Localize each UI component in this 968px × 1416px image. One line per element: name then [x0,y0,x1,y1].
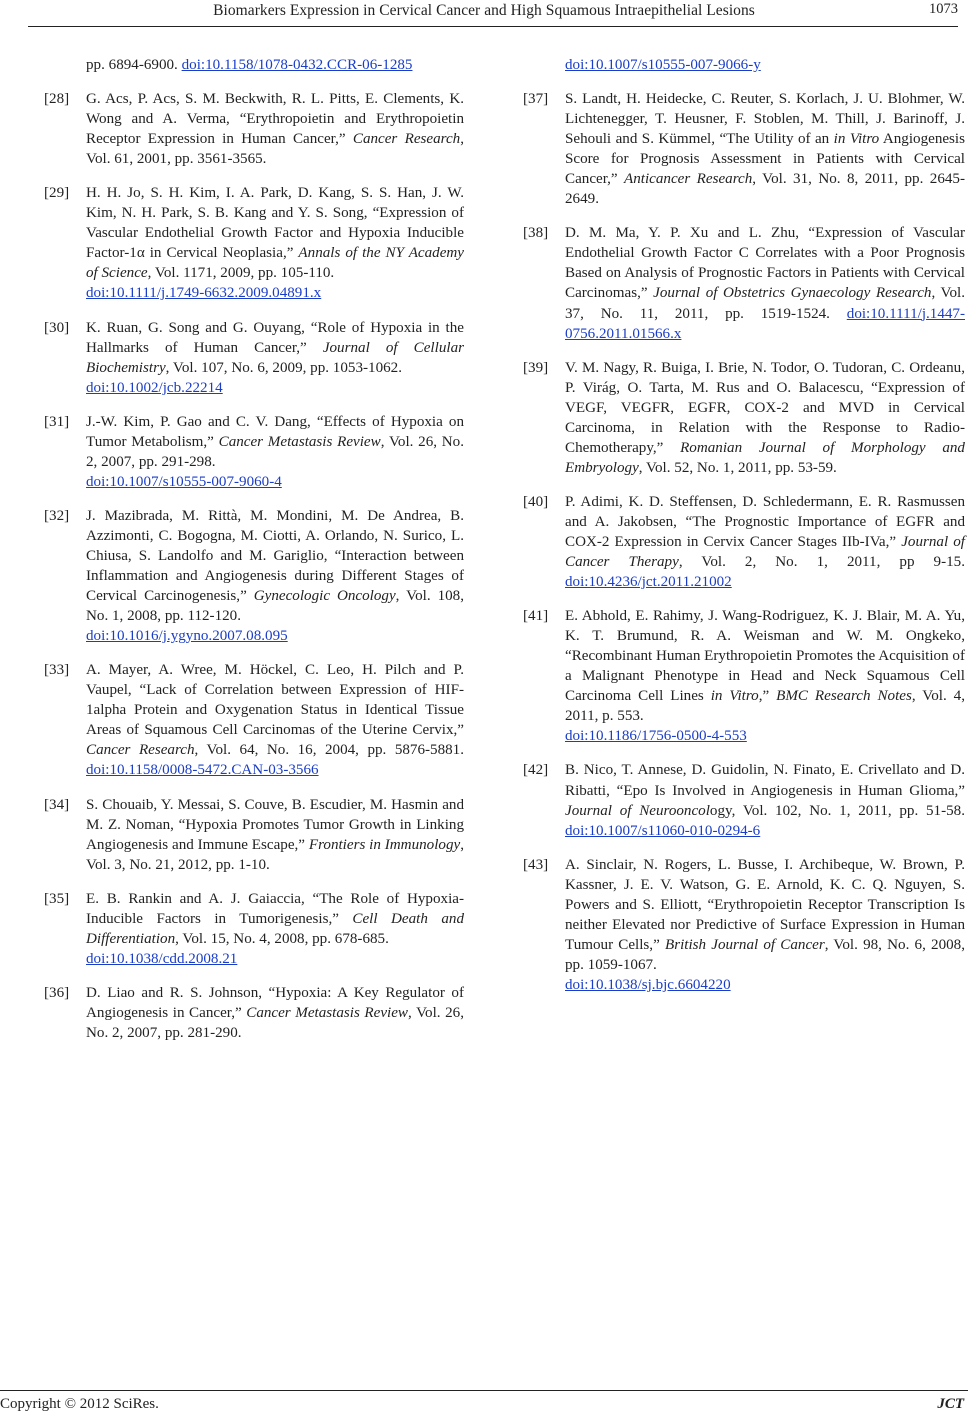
reference-text [86,412,464,492]
reference-number: [38] [523,225,549,242]
reference-number: [35] [44,890,70,907]
running-title: Biomarkers Expression in Cervical Cancer and High Squamous Intraepithelial Lesions [213,2,755,19]
reference-authors-title: J.-W. Kim, P. Gao and C. V. Dang, “Effects of Hypoxia on Tumor Metabolism,” [86,413,464,450]
reference-list [507,89,965,995]
reference-number: [33] [44,662,70,679]
reference-number: [36] [44,984,70,1001]
reference-item [28,795,464,875]
reference-list [28,89,464,1043]
doi-link[interactable]: doi:10.1186/1756-0500-4-553 [565,728,747,745]
reference-item [507,89,965,209]
reference-number: [28] [44,91,70,108]
journal-name: British Journal of Cancer [664,936,825,953]
reference-details: , Vol. 98, No. 6, 2008, pp. 1059-1067. [565,936,965,973]
reference-details: , Vol. 26, No. 2, 2007, pp. 281-290. [86,1004,464,1041]
doi-link[interactable]: doi:10.4236/jct.2011.21002 [565,574,732,591]
doi-link[interactable]: doi:10.1158/1078-0432.CCR-06-1285 [181,57,413,73]
reference-number: [29] [44,185,70,202]
reference-item [28,506,464,646]
right-column [507,55,965,1009]
journal-name: Journal of Cellular Biochemistry [86,339,464,376]
reference-number: [40] [523,493,549,510]
reference-authors-title: E. B. Rankin and A. J. Gaiaccia, “The Role of Hypoxia-Inducible Factors in Tumorigenesis,” [86,890,464,927]
journal-name: Gynecologic Oncology [253,588,396,605]
journal-abbrev: JCT [937,1396,964,1412]
reference-authors-title: V. M. Nagy, R. Buiga, I. Brie, N. Todor, O. Tudoran, C. Ordeanu, P. Virág, O. Tarta, M. Rus and O. Balacescu, “Expression of VEGF, VEGFR, EGFR, COX-2 and MVD in Cervical Carcinoma, in Relation with the Response to Radio-Chemotherapy,” [565,359,965,456]
reference-details: , Vol. 1171, 2009, pp. 105-110. [147,265,335,282]
reference-details: , Vol. 3, No. 21, 2012, pp. 1-10. [86,836,464,873]
reference-number: [34] [44,796,70,813]
reference-item [507,760,965,840]
journal-name: Journal of Cancer Therapy [565,533,965,571]
reference-item [28,318,464,398]
reference-text [565,492,965,592]
reference-number: [41] [523,608,549,625]
reference-item [507,358,965,478]
reference-authors-title: P. Adimi, K. D. Steffensen, D. Schledermann, E. R. Rasmussen and A. Jakobsen, “The Prognostic Importance of EGFR and COX-2 Expression in Cervix Cancer Stages IIb-IVa,” [565,493,965,550]
reference-number: [32] [44,507,70,524]
reference-text [565,855,965,995]
reference-authors-title: D. Liao and R. S. Johnson, “Hypoxia: A Key Regulator of Angiogenesis in Cancer,” [86,984,464,1021]
reference-authors-title: G. Acs, P. Acs, S. M. Beckwith, R. L. Pitts, E. Clements, K. Wong and A. Verma, “Erythropoietin and Erythropoietin Receptor Expression in Human Cancer,” [86,91,464,148]
doi-link[interactable]: doi:10.1158/0008-5472.CAN-03-3566 [86,762,319,779]
page-footer [0,1396,968,1416]
copyright: Copyright © 2012 SciRes. [0,1396,159,1412]
left-column [28,55,464,1057]
reference-text [565,760,965,840]
reference-text [86,660,464,780]
reference-text [86,795,464,875]
doi-link[interactable]: doi:10.1002/jcb.22214 [86,379,223,396]
reference-item [28,412,464,492]
reference-number: [37] [523,91,549,108]
reference-text [86,889,464,969]
reference-details: , Vol. 26, No. 2, 2007, pp. 291-298. [86,433,464,470]
doi-link[interactable]: doi:10.1038/cdd.2008.21 [86,950,238,967]
reference-authors-title: A. Mayer, A. Wree, M. Höckel, C. Leo, H. Pilch and P. Vaupel, “Lack of Correlation between Expression of HIF-1alpha Protein and Oxygenation Status in Identical Tissue Areas of Squamous Cell Carcinomas of the Uterine Cervix,” [86,662,464,739]
reference-details: , Vol. 107, No. 6, 2009, pp. 1053-1062. [165,359,402,376]
doi-link[interactable]: doi:10.1038/sj.bjc.6604220 [565,976,731,993]
doi-link[interactable]: doi:10.1007/s11060-010-0294-6 [565,822,761,839]
reference-text [565,606,965,746]
reference-item [28,660,464,780]
reference-details: , Vol. 37, No. 11, 2011, pp. 1519-1524. [565,285,966,322]
reference-authors-title: D. M. Ma, Y. P. Xu and L. Zhu, “Expression of Vascular Endothelial Growth Factor C Correlates with a Poor Prognosis Based on Analysis of Prognostic Factors in Patients with Cervical Carcinomas,” [565,225,965,302]
reference-text [565,358,965,478]
reference-item [28,89,464,169]
reference-details: , Vol. 52, No. 1, 2011, pp. 53-59. [638,459,837,476]
reference-number: [30] [44,319,70,336]
reference-number: [43] [523,856,549,873]
reference-authors-title: B. Nico, T. Annese, D. Guidolin, N. Finato, E. Crivellato and D. Ribatti, “Epo Is Involved in Angiogenesis in Human Glioma,” [565,762,965,799]
reference-authors-title: K. Ruan, G. Song and G. Ouyang, “Role of Hypoxia in the Hallmarks of Human Cancer,” [86,319,464,356]
reference-authors-title: E. Abhold, E. Rahimy, J. Wang-Rodriguez, K. J. Blair, M. A. Yu, K. T. Brumund, R. A. Weisman and W. M. Ongkeko, “Recombinant Human Erythropoietin Promotes the Acquisition of a Malignant Phenotype in Head and Neck Squamous Cell Carcinoma Cell Lines [565,608,965,705]
reference-authors-title: J. Mazibrada, M. Rittà, M. Mondini, M. De Andrea, B. Azzimonti, C. Bogogna, M. Ciotti, A. Orlando, N. Surico, L. Chiusa, S. Landolfo and M. Gariglio, “Interaction between Inflammation and Angiogenesis during Different Stages of Cervical Carcinogenesis,” [86,507,464,605]
reference-details: , Vol. 64, No. 16, 2004, pp. 5876-5881. [194,742,465,759]
journal-name: Journal of Neurooncol [565,802,710,819]
journal-name: Cancer Metastasis Review [246,1004,408,1021]
journal-name: Annals of the NY Academy of Science [86,245,465,282]
reference-authors-title: S. Landt, H. Heidecke, C. Reuter, S. Korlach, J. U. Blohmer, W. Lichtenegger, T. Heusner, F. Stoblen, M. Thill, J. Barinoff, J. Sehouli and S. Kümmel, “The Utility of an [565,91,965,148]
reference-text [86,506,464,646]
reference-item [507,492,965,592]
reference-number: [31] [44,413,70,430]
reference-item [507,606,965,746]
doi-link[interactable]: doi:10.1111/j.1447-0756.2011.01566.x [565,305,965,342]
journal-name: Anticancer Research [624,171,753,188]
reference-authors-title: A. Sinclair, N. Rogers, L. Busse, I. Archibeque, W. Brown, P. Kassner, J. E. V. Watson, G. E. Arnold, K. C. Q. Nguyen, S. Powers and S. Elliott, “Erythropoietin Receptor Transcription Is neither Elevated nor Predictive of Surface Expression in Human Tumour Cells,” [565,856,965,953]
reference-details: , Vol. 61, 2001, pp. 3561-3565. [86,131,464,168]
journal-name: Cancer Research [352,131,461,148]
journal-name: Romanian Journal of Morphology and Embryology [565,439,965,476]
header-rule [28,26,958,27]
reference-text [86,318,464,398]
footer-rule [0,1390,968,1391]
reference-continuation: pp. 6894-6900. doi:10.1158/1078-0432.CCR-06-1285 [86,57,413,73]
reference-text [565,89,965,209]
reference-details: , Vol. 15, No. 4, 2008, pp. 678-685. [175,930,389,947]
reference-details: , Vol. 108, No. 1, 2008, pp. 112-120. [86,588,464,625]
reference-authors-title: S. Chouaib, Y. Messai, S. Couve, B. Escudier, M. Hasmin and M. Z. Noman, “Hypoxia Promotes Tumor Growth in Linking Angiogenesis and Immune Escape,” [86,796,464,853]
doi-link[interactable]: doi:10.1007/s10555-007-9066-y [565,57,761,73]
reference-item [507,223,965,343]
reference-details: , Vol. 4, 2011, p. 553. [565,688,965,725]
reference-item [28,889,464,969]
doi-link[interactable]: doi:10.1016/j.ygyno.2007.08.095 [86,628,288,645]
reference-text [86,983,464,1043]
reference-number: [39] [523,359,549,376]
doi-link[interactable]: doi:10.1007/s10555-007-9060-4 [86,473,282,490]
doi-link[interactable]: doi:10.1111/j.1749-6632.2009.04891.x [86,285,322,302]
italic-term: in Vitro [833,131,880,148]
reference-details: ogy, Vol. 102, No. 1, 2011, pp. 51-58. [709,802,965,819]
page-header [0,0,968,26]
journal-name: Frontiers in Immunology [308,836,461,853]
reference-text [565,223,965,343]
reference-details: , Vol. 31, No. 8, 2011, pp. 2645-2649. [565,171,965,208]
reference-item [507,855,965,995]
reference-number: [42] [523,762,549,779]
page-number: 1073 [929,1,958,17]
journal-name: Journal of Obstetrics Gynaecology Research [653,285,932,302]
italic-term: in Vitro [710,688,759,705]
reference-text [86,89,464,169]
reference-continuation [507,55,965,75]
journal-name: Cancer Metastasis Review [218,433,381,450]
reference-title-cont: Angiogenesis Score for Prognosis Assessment in Patients with Cervical Cancer,” [565,131,966,188]
reference-item [28,183,464,303]
journal-name: Cancer Research [86,742,195,759]
reference-text [86,183,464,303]
journal-name: Cell Death and Differentiation [86,910,464,947]
journal-name: BMC Research Notes [776,688,912,705]
reference-details: , Vol. 2, No. 1, 2011, pp 9-15. [678,554,966,571]
reference-authors-title: H. H. Jo, S. H. Kim, I. A. Park, D. Kang, S. S. Han, J. W. Kim, N. H. Park, S. B. Kang and Y. S. Song, “Expression of Vascular Endothelial Growth Factor and Hypoxia Inducible Factor-1α in Cervical Neoplasia,” [86,185,464,262]
reference-item [28,983,464,1043]
reference-title-cont: ,” [758,688,777,705]
